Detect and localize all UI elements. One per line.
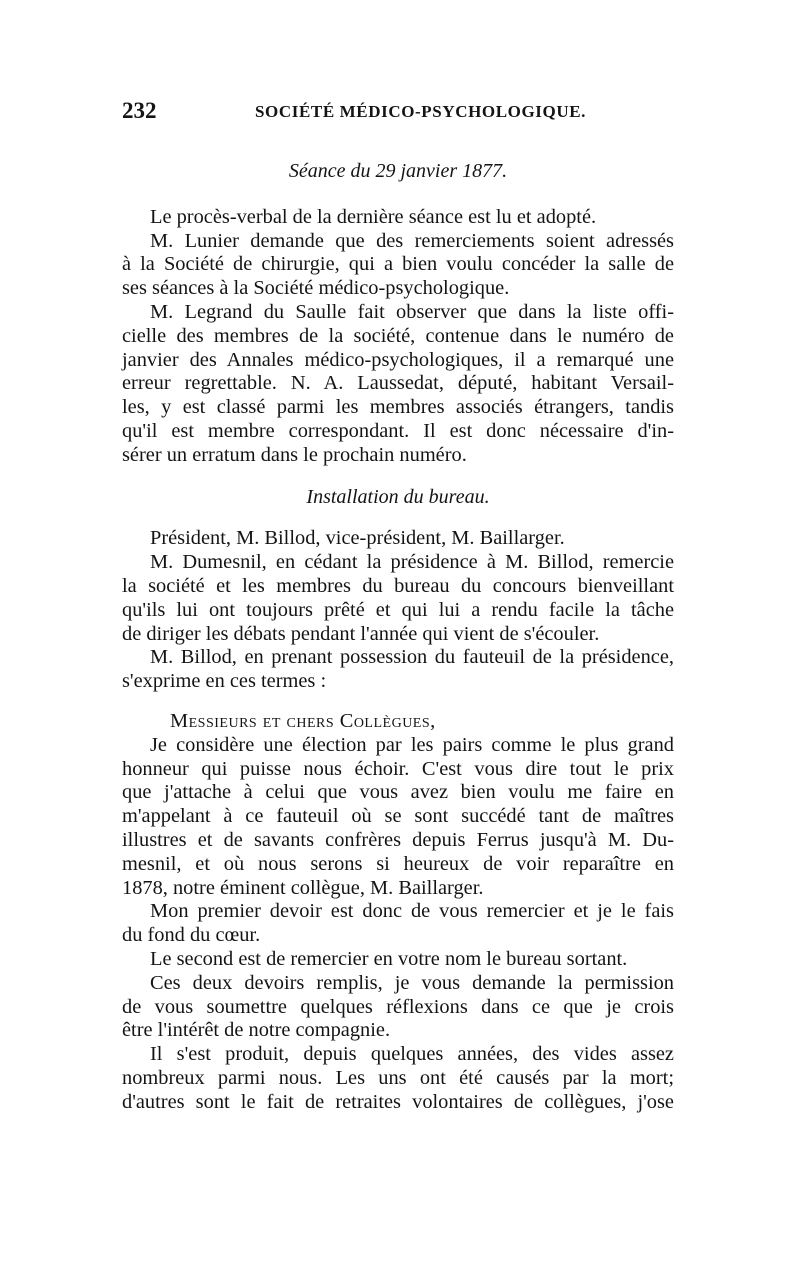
text-line: M. Dumesnil, en cédant la présidence à M. Billod, remercie (150, 551, 674, 574)
text-line: m'appelant à ce fauteuil où se sont succédé tant de maîtres (122, 805, 674, 828)
paragraph-minutes (122, 206, 674, 230)
text-line: s'exprime en ces termes : (122, 670, 327, 693)
paragraph-billod (122, 646, 674, 694)
text-line: Mon premier devoir est donc de vous remercier et je le fais (150, 900, 674, 923)
paragraph-dumesnil (122, 551, 674, 646)
text-line: M. Billod, en prenant possession du fauteuil de la présidence, (150, 646, 674, 669)
text-line: janvier des Annales médico-psychologiques, il a remarqué une (122, 348, 674, 371)
text-line: Il s'est produit, depuis quelques années, des vides assez (150, 1043, 674, 1066)
text-line: Président, M. Billod, vice-président, M. Baillarger. (150, 527, 565, 550)
text-line: être l'intérêt de notre compagnie. (122, 1019, 391, 1042)
text-line: d'autres sont le fait de retraites volontaires de collègues, j'ose (122, 1090, 674, 1113)
text-line: ses séances à la Société médico-psychologique. (122, 277, 510, 300)
text-line: Je considère une élection par les pairs comme le plus grand (150, 733, 674, 756)
section-title: Installation du bureau. (306, 485, 490, 508)
text-line: du fond du cœur. (122, 924, 261, 947)
text-line: M. Legrand du Saulle fait observer que dans la liste offi- (150, 300, 674, 323)
text-line: de diriger les débats pendant l'année qui vient de s'écouler. (122, 622, 600, 645)
paragraph-lunier (122, 230, 674, 301)
page-number: 232 (122, 98, 157, 123)
text-line: Le second est de remercier en votre nom le bureau sortant. (150, 947, 628, 970)
text-line: Messieurs et chers Collègues, (170, 709, 436, 732)
text-line: Le procès-verbal de la dernière séance est lu et adopté. (150, 205, 597, 228)
text-line: Ces deux devoirs remplis, je vous demande la permission (150, 971, 674, 994)
text-line: de vous soumettre quelques réflexions dans ce que je crois (122, 995, 674, 1018)
text-line: sérer un erratum dans le prochain numéro. (122, 443, 467, 466)
body-text (122, 160, 674, 1114)
text-line: à la Société de chirurgie, qui a bien voulu concéder la salle de (122, 253, 674, 276)
speech-paragraph-3 (122, 948, 674, 972)
text-line: la société et les membres du bureau du concours bienveillant (122, 574, 674, 597)
speech-paragraph-5 (122, 1043, 674, 1114)
running-head (122, 98, 682, 122)
speech-paragraph-4 (122, 972, 674, 1043)
speech-paragraph-1 (122, 734, 674, 901)
text-line: que j'attache à celui que vous avez bien voulu me faire en (122, 781, 674, 804)
text-line: M. Lunier demande que des remerciements soient adressés (150, 229, 674, 252)
text-line: nombreux parmi nous. Les uns ont été causés par la mort; (122, 1066, 674, 1089)
running-title: SOCIÉTÉ MÉDICO-PSYCHOLOGIQUE. (255, 102, 587, 121)
speech-paragraph-2 (122, 900, 674, 948)
salutation (122, 710, 674, 734)
text-line: cielle des membres de la société, contenue dans le numéro de (122, 324, 674, 347)
text-line: honneur qui puisse nous échoir. C'est vous dire tout le prix (122, 757, 674, 780)
text-line: erreur regrettable. N. A. Laussedat, député, habitant Versail- (122, 372, 674, 395)
text-line: les, y est classé parmi les membres associés étrangers, tandis (122, 396, 674, 419)
text-line: mesnil, et où nous serons si heureux de voir reparaître en (122, 852, 674, 875)
text-line: 1878, notre éminent collègue, M. Baillarger. (122, 876, 484, 899)
session-title: Séance du 29 janvier 1877. (288, 160, 508, 182)
text-line: illustres et de savants confrères depuis Ferrus jusqu'à M. Du- (122, 828, 674, 851)
text-line: qu'il est membre correspondant. Il est donc nécessaire d'in- (122, 419, 674, 442)
paragraph-legrand (122, 301, 674, 468)
text-line: qu'ils lui ont toujours prêté et qui lui a rendu facile la tâche (122, 598, 674, 621)
paragraph-officers (122, 527, 674, 551)
